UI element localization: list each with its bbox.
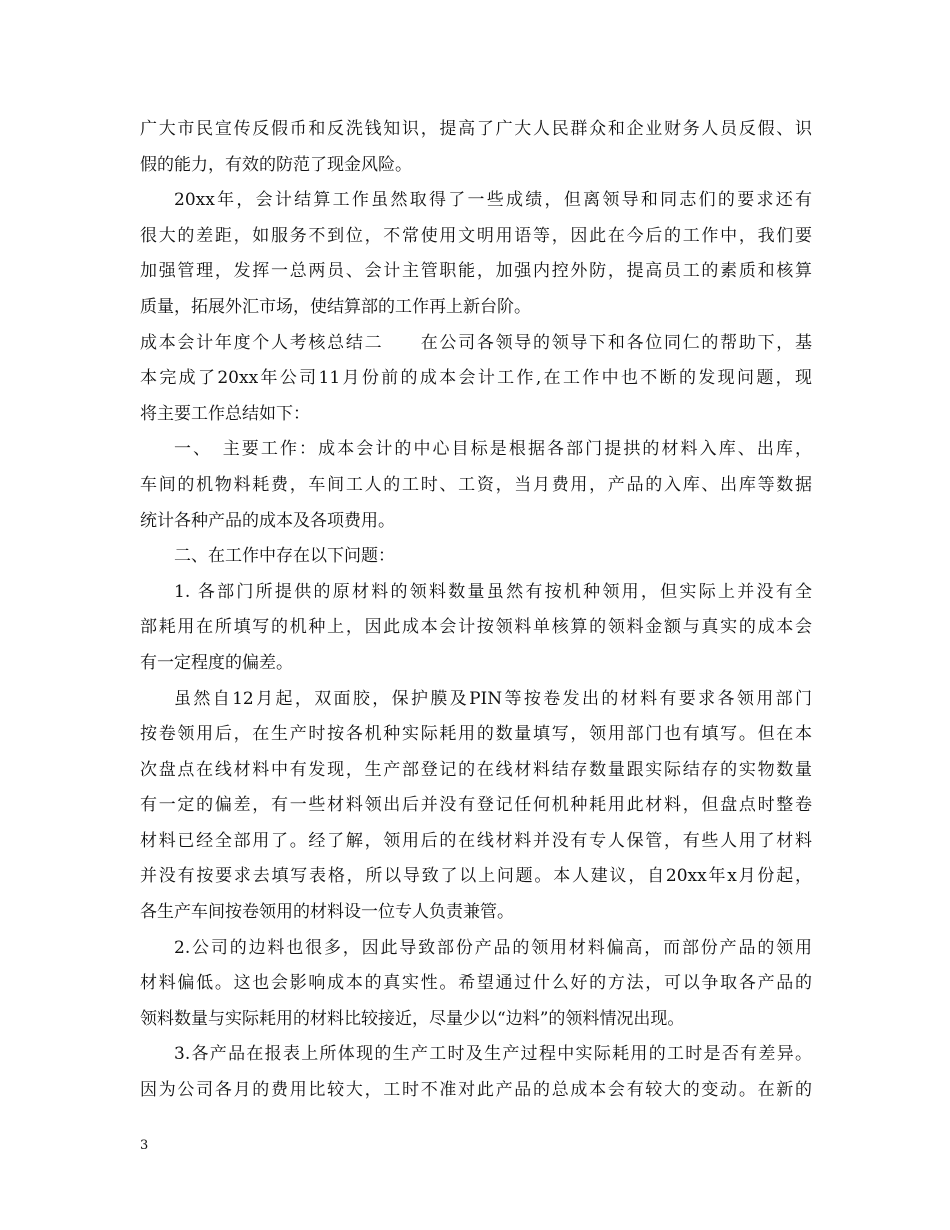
text-line: 统计各种产品的成本及各项费用。 xyxy=(140,510,395,531)
text-line: 车间的机物料耗费，车间工人的工时、工资，当月费用，产品的入库、出库等数据 xyxy=(140,474,812,495)
text-line: 虽然自12月起，双面胶，保护膜及PIN等按卷发出的材料有要求各领用部门 xyxy=(174,688,812,709)
text-line: 二、在工作中存在以下问题： xyxy=(174,546,395,567)
text-line: 2.公司的边料也很多，因此导致部份产品的领用材料偏高，而部份产品的领用 xyxy=(174,937,812,958)
text-line: 并没有按要求去填写表格，所以导致了以上问题。本人建议，自20xx年x月份起， xyxy=(140,866,812,887)
text-line: 有一定程度的偏差。 xyxy=(140,652,293,673)
text-line: 成本会计年度个人考核总结二 在公司各领导的领导下和各位同仁的帮助下，基 xyxy=(140,332,812,353)
page-number: 3 xyxy=(140,1138,149,1153)
text-line: 有一定的偏差，有一些材料领出后并没有登记任何机种耗用此材料，但盘点时整卷 xyxy=(140,795,812,816)
text-line: 20xx年，会计结算工作虽然取得了一些成绩，但离领导和同志们的要求还有 xyxy=(174,190,812,211)
text-line: 广大市民宣传反假币和反洗钱知识，提高了广大人民群众和企业财务人员反假、识 xyxy=(140,119,812,139)
text-line: 一、 主要工作：成本会计的中心目标是根据各部门提拱的材料入库、出库， xyxy=(174,439,812,460)
text-line: 将主要工作总结如下： xyxy=(140,403,310,424)
text-line: 因为公司各月的费用比较大，工时不准对此产品的总成本会有较大的变动。在新的 xyxy=(140,1080,812,1101)
text-line: 质量，拓展外汇市场，使结算部的工作再上新台阶。 xyxy=(140,296,531,317)
text-line: 1. 各部门所提供的原材料的领料数量虽然有按机种领用，但实际上并没有全 xyxy=(174,581,812,602)
document-body xyxy=(140,112,812,1109)
text-line: 3.各产品在报表上所体现的生产工时及生产过程中实际耗用的工时是否有差异。 xyxy=(174,1044,812,1065)
text-line: 加强管理，发挥一总两员、会计主管职能，加强内控外防，提高员工的素质和核算 xyxy=(140,261,812,282)
text-line: 本完成了20xx年公司11月份前的成本会计工作,在工作中也不断的发现问题，现 xyxy=(140,368,812,389)
text-line: 假的能力，有效的防范了现金风险。 xyxy=(140,154,412,175)
text-line: 次盘点在线材料中有发现，生产部登记的在线材料结存数量跟实际结存的实物数量 xyxy=(140,759,812,780)
text-line: 材料已经全部用了。经了解，领用后的在线材料并没有专人保管，有些人用了材料 xyxy=(140,830,812,851)
text-line: 领料数量与实际耗用的材料比较接近，尽量少以“边料”的领料情况出现。 xyxy=(140,1008,685,1029)
text-line: 按卷领用后，在生产时按各机种实际耗用的数量填写，领用部门也有填写。但在本 xyxy=(140,724,812,745)
text-line: 各生产车间按卷领用的材料设一位专人负责兼管。 xyxy=(140,902,514,923)
text-line: 很大的差距，如服务不到位，不常使用文明用语等，因此在今后的工作中，我们要 xyxy=(140,225,812,246)
text-line: 材料偏低。这也会影响成本的真实性。希望通过什么好的方法，可以争取各产品的 xyxy=(140,973,812,994)
text-line: 部耗用在所填写的机种上，因此成本会计按领料单核算的领料金额与真实的成本会 xyxy=(140,617,812,638)
